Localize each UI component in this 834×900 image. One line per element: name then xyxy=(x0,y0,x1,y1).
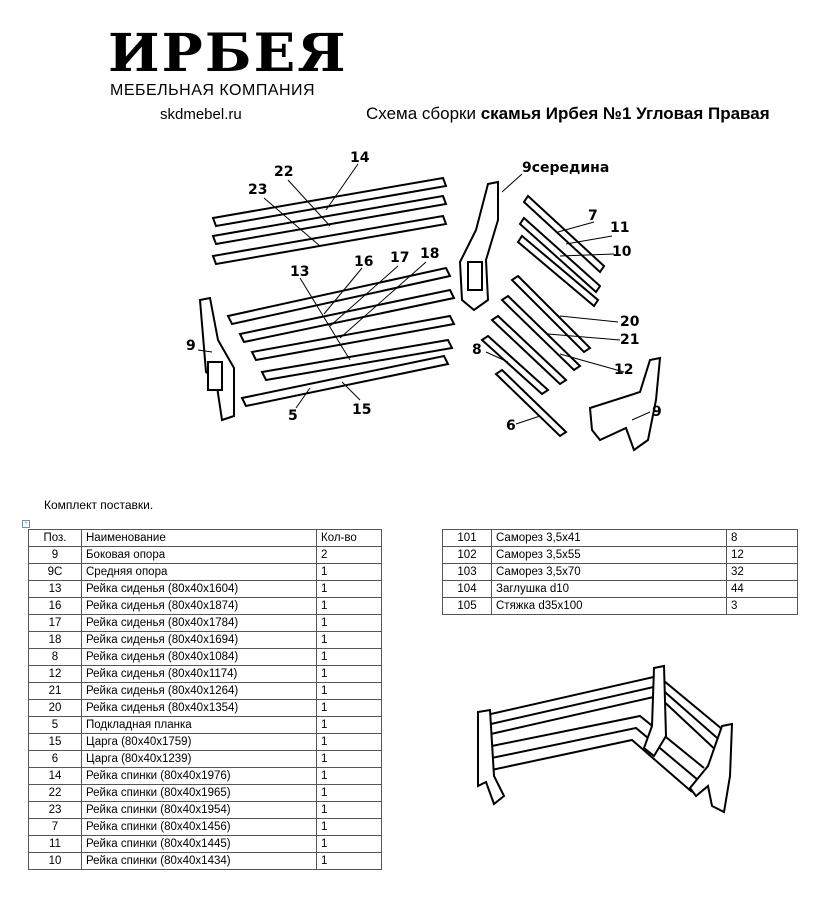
header-quantity: Кол-во xyxy=(317,530,382,547)
name-cell: Подкладная планка xyxy=(82,717,317,734)
table-row xyxy=(29,734,382,751)
label-8: 8 xyxy=(472,342,482,358)
name-cell: Рейка спинки (80х40х1954) xyxy=(82,802,317,819)
table-row xyxy=(29,751,382,768)
quantity-cell: 1 xyxy=(317,700,382,717)
table-row xyxy=(443,581,798,598)
label-9-left: 9 xyxy=(186,338,196,354)
quantity-cell: 44 xyxy=(727,581,798,598)
table-row xyxy=(29,836,382,853)
quantity-cell: 1 xyxy=(317,581,382,598)
position-cell: 102 xyxy=(443,547,492,564)
quantity-cell: 1 xyxy=(317,853,382,870)
kit-heading: Комплект поставки. xyxy=(44,498,154,512)
header-name: Наименование xyxy=(82,530,317,547)
label-18: 18 xyxy=(420,246,440,262)
table-row xyxy=(29,853,382,870)
company-logo: ИРБЕЯ xyxy=(108,23,348,84)
company-tagline: МЕБЕЛЬНАЯ КОМПАНИЯ xyxy=(110,82,316,99)
table-row xyxy=(443,547,798,564)
quantity-cell: 1 xyxy=(317,598,382,615)
position-cell: 9 xyxy=(29,547,82,564)
table-row xyxy=(29,564,382,581)
position-cell: 11 xyxy=(29,836,82,853)
label-15: 15 xyxy=(352,402,372,418)
quantity-cell: 1 xyxy=(317,683,382,700)
quantity-cell: 8 xyxy=(727,530,798,547)
position-cell: 105 xyxy=(443,598,492,615)
table-row xyxy=(29,598,382,615)
label-12: 12 xyxy=(614,362,634,378)
table-row xyxy=(29,683,382,700)
quantity-cell: 1 xyxy=(317,615,382,632)
website-link[interactable]: skdmebel.ru xyxy=(160,106,242,123)
quantity-cell: 2 xyxy=(317,547,382,564)
quantity-cell: 1 xyxy=(317,717,382,734)
position-cell: 14 xyxy=(29,768,82,785)
name-cell: Саморез 3,5х41 xyxy=(492,530,727,547)
label-6: 6 xyxy=(506,418,516,434)
quantity-cell: 12 xyxy=(727,547,798,564)
title-product: скамья Ирбея №1 Угловая Правая xyxy=(480,104,770,123)
quantity-cell: 1 xyxy=(317,802,382,819)
name-cell: Рейка сиденья (80х40х1604) xyxy=(82,581,317,598)
quantity-cell: 1 xyxy=(317,666,382,683)
table-row xyxy=(29,666,382,683)
name-cell: Царга (80х40х1759) xyxy=(82,734,317,751)
quantity-cell: 1 xyxy=(317,649,382,666)
label-9-middle: 9середина xyxy=(522,160,610,176)
quantity-cell: 1 xyxy=(317,751,382,768)
position-cell: 6 xyxy=(29,751,82,768)
table-anchor-icon: + xyxy=(22,520,30,528)
quantity-cell: 1 xyxy=(317,836,382,853)
label-13: 13 xyxy=(290,264,310,280)
table-row xyxy=(443,564,798,581)
position-cell: 17 xyxy=(29,615,82,632)
label-22: 22 xyxy=(274,164,294,180)
position-cell: 10 xyxy=(29,853,82,870)
label-20: 20 xyxy=(620,314,640,330)
document-title xyxy=(366,104,770,124)
name-cell: Рейка сиденья (80х40х1784) xyxy=(82,615,317,632)
position-cell: 15 xyxy=(29,734,82,751)
name-cell: Саморез 3,5х70 xyxy=(492,564,727,581)
table-row xyxy=(29,632,382,649)
table-row xyxy=(29,785,382,802)
name-cell: Боковая опора xyxy=(82,547,317,564)
table-row xyxy=(29,581,382,598)
table-row xyxy=(443,530,798,547)
name-cell: Рейка спинки (80х40х1445) xyxy=(82,836,317,853)
name-cell: Рейка спинки (80х40х1976) xyxy=(82,768,317,785)
table-row xyxy=(29,717,382,734)
name-cell: Рейка сиденья (80х40х1264) xyxy=(82,683,317,700)
position-cell: 103 xyxy=(443,564,492,581)
label-9-right: 9 xyxy=(652,404,662,420)
position-cell: 20 xyxy=(29,700,82,717)
label-23: 23 xyxy=(248,182,268,198)
table-row xyxy=(29,819,382,836)
position-cell: 104 xyxy=(443,581,492,598)
label-16: 16 xyxy=(354,254,374,270)
label-14: 14 xyxy=(350,150,370,166)
quantity-cell: 1 xyxy=(317,768,382,785)
name-cell: Рейка сиденья (80х40х1174) xyxy=(82,666,317,683)
position-cell: 13 xyxy=(29,581,82,598)
name-cell: Рейка сиденья (80х40х1084) xyxy=(82,649,317,666)
position-cell: 18 xyxy=(29,632,82,649)
quantity-cell: 3 xyxy=(727,598,798,615)
table-row xyxy=(29,802,382,819)
hardware-table xyxy=(442,529,798,615)
parts-table xyxy=(28,529,382,870)
label-21: 21 xyxy=(620,332,640,348)
name-cell: Рейка спинки (80х40х1456) xyxy=(82,819,317,836)
table-row xyxy=(29,615,382,632)
name-cell: Рейка спинки (80х40х1434) xyxy=(82,853,317,870)
label-5: 5 xyxy=(288,408,298,424)
bench-illustration xyxy=(468,656,748,826)
table-row xyxy=(29,700,382,717)
name-cell: Саморез 3,5х55 xyxy=(492,547,727,564)
position-cell: 22 xyxy=(29,785,82,802)
quantity-cell: 1 xyxy=(317,564,382,581)
label-7: 7 xyxy=(588,208,598,224)
position-cell: 8 xyxy=(29,649,82,666)
table-row xyxy=(29,768,382,785)
position-cell: 12 xyxy=(29,666,82,683)
label-10: 10 xyxy=(612,244,632,260)
quantity-cell: 1 xyxy=(317,632,382,649)
quantity-cell: 1 xyxy=(317,785,382,802)
position-cell: 16 xyxy=(29,598,82,615)
table-row xyxy=(29,649,382,666)
name-cell: Рейка сиденья (80х40х1354) xyxy=(82,700,317,717)
title-prefix: Схема сборки xyxy=(366,104,481,123)
label-11: 11 xyxy=(610,220,630,236)
quantity-cell: 1 xyxy=(317,734,382,751)
name-cell: Заглушка d10 xyxy=(492,581,727,598)
name-cell: Рейка сиденья (80х40х1694) xyxy=(82,632,317,649)
name-cell: Рейка сиденья (80х40х1874) xyxy=(82,598,317,615)
name-cell: Царга (80х40х1239) xyxy=(82,751,317,768)
name-cell: Стяжка d35х100 xyxy=(492,598,727,615)
quantity-cell: 32 xyxy=(727,564,798,581)
position-cell: 7 xyxy=(29,819,82,836)
name-cell: Средняя опора xyxy=(82,564,317,581)
label-17: 17 xyxy=(390,250,410,266)
table-row xyxy=(29,547,382,564)
table-header-row xyxy=(29,530,382,547)
assembly-diagram xyxy=(180,140,660,470)
position-cell: 101 xyxy=(443,530,492,547)
quantity-cell: 1 xyxy=(317,819,382,836)
name-cell: Рейка спинки (80х40х1965) xyxy=(82,785,317,802)
position-cell: 21 xyxy=(29,683,82,700)
position-cell: 23 xyxy=(29,802,82,819)
position-cell: 9С xyxy=(29,564,82,581)
header-position: Поз. xyxy=(29,530,82,547)
table-row xyxy=(443,598,798,615)
position-cell: 5 xyxy=(29,717,82,734)
